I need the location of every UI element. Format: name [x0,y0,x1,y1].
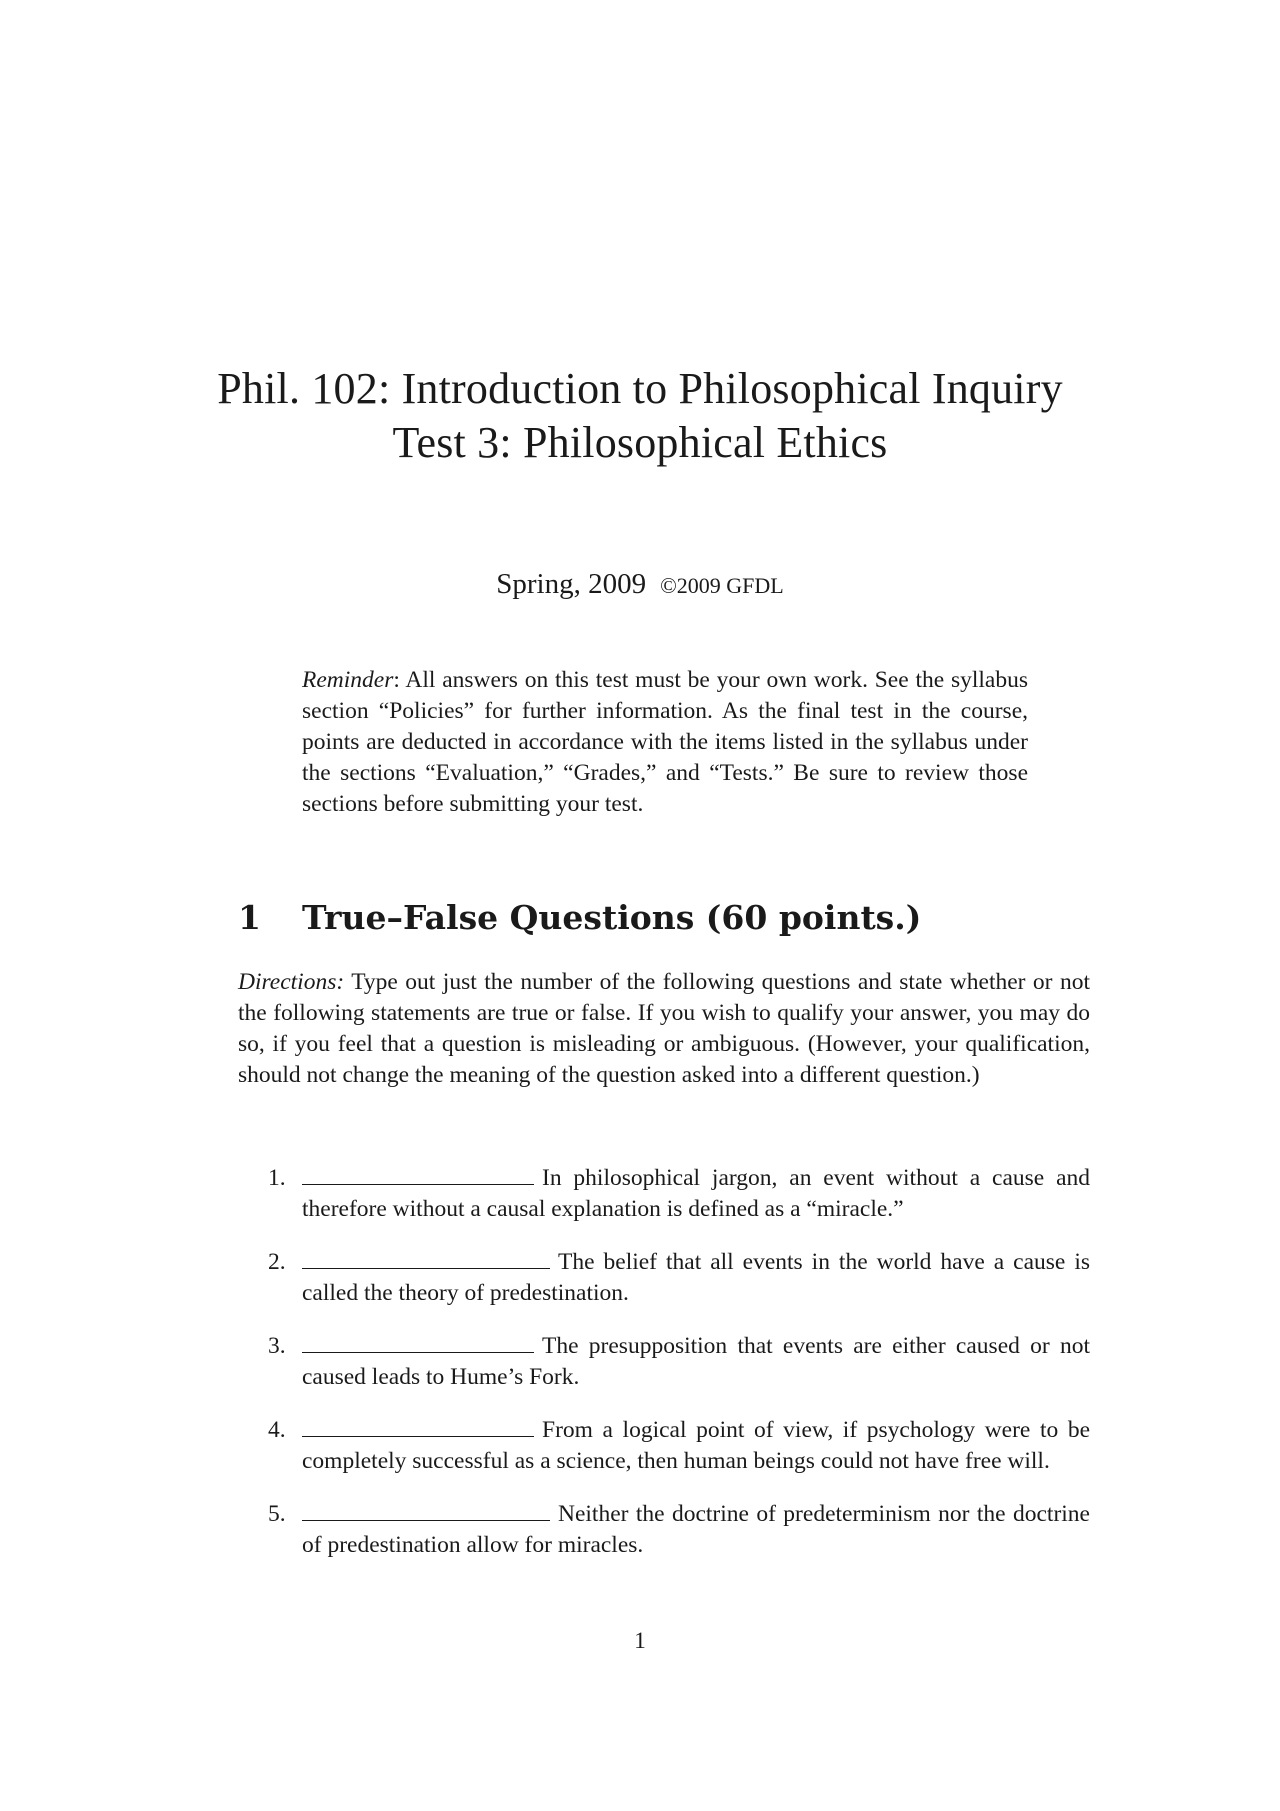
date-line [0,566,1280,604]
answer-blank[interactable] [302,1416,534,1437]
question-item [238,1247,1090,1309]
answer-blank[interactable] [302,1248,550,1269]
answer-blank[interactable] [302,1500,550,1521]
question-item [238,1499,1090,1561]
question-number: 2. [268,1249,286,1275]
copyright-notice: ©2009 GFDL [660,573,784,598]
section-number: 1 [238,898,261,937]
question-number: 5. [268,1501,286,1527]
answer-blank[interactable] [302,1332,534,1353]
question-number: 4. [268,1417,286,1443]
question-item [238,1331,1090,1393]
answer-blank[interactable] [302,1164,534,1185]
question-number: 1. [268,1165,286,1191]
question-text: In philosophical jargon, an event without a cause and therefore without a causal explanation is defined as a “miracle.” [302,1165,1090,1222]
reminder-paragraph [302,665,1028,820]
question-list [238,1163,1090,1583]
page-number: 1 [634,1628,646,1654]
question-number: 3. [268,1333,286,1359]
question-text: The presupposition that events are either caused or not caused leads to Hume’s Fork. [302,1333,1090,1390]
course-title: Phil. 102: Introduction to Philosophical Inquiry [217,364,1063,413]
question-text: Neither the doctrine of predeterminism nor the doctrine of predestination allow for miracles. [302,1501,1090,1558]
question-text: The belief that all events in the world have a cause is called the theory of predestination. [302,1249,1090,1306]
reminder-text: : All answers on this test must be your own work. See the syllabus section “Policies” for further information. As the final test in the course, points are deducted in accordance with the items listed in the syllabus under the sections “Evaluation,” “Grades,” and “Tests.” Be sure to review those sections before submitting your test. [302,667,1028,817]
reminder-label: Reminder [302,667,394,693]
section-heading [238,897,921,939]
title-block [0,362,1280,470]
question-item [238,1163,1090,1225]
section-title: True–False Questions (60 points.) [302,898,922,937]
directions-label: Directions: [238,969,345,995]
directions-paragraph [238,967,1090,1091]
question-item [238,1415,1090,1477]
question-text: From a logical point of view, if psychology were to be completely successful as a science, then human beings could not have free will. [302,1417,1090,1474]
test-title: Test 3: Philosophical Ethics [392,418,888,467]
term-date: Spring, 2009 [496,568,647,600]
directions-text: Type out just the number of the following questions and state whether or not the following statements are true or false. If you wish to qualify your answer, you may do so, if you feel that a question is misleading or ambiguous. (However, your qualification, should not change the meaning of the question asked into a different question.) [238,969,1090,1088]
